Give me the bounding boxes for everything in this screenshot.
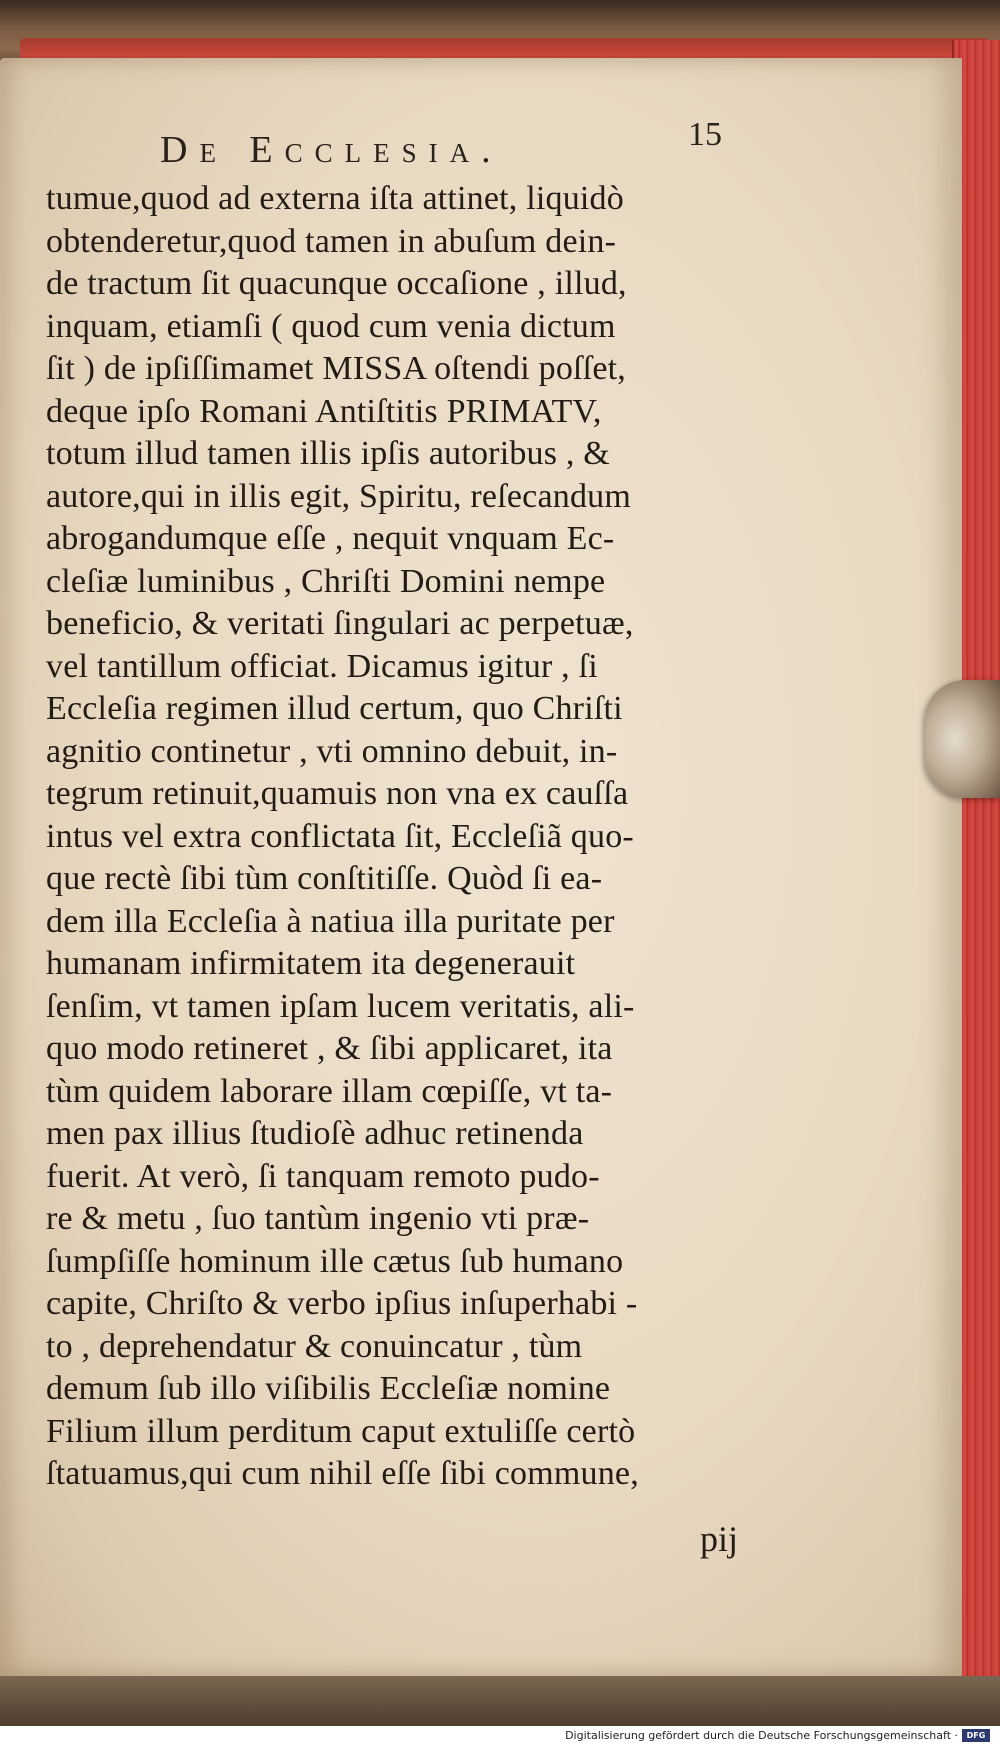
text-line: autore,qui in illis egit, Spiritu, reſecandum [46,477,631,515]
text-line: ſtatuamus,qui cum nihil eſſe ſibi commune, [46,1455,639,1492]
signature-mark: pij [700,1519,739,1559]
text-line: intus vel extra conflictata ſit, Eccleſiã quo- [46,817,634,855]
text-line: Eccleſia regimen illud certum, quo Chriſti [46,690,623,727]
text-line: tùm quidem laborare illam cœpiſſe, vt ta- [46,1072,613,1110]
text-line: vel tantillum officiat. Dicamus igitur , ſi [46,647,598,685]
text-line: capite, Chriſto & verbo ipſius inſuperhabi - [46,1285,638,1322]
page-text-block [46,178,746,1496]
text-line: beneficio, & veritati ſingulari ac perpetuæ, [46,605,634,642]
book-bottom-edge [0,1676,1000,1726]
text-line: to , deprehendatur & conuincatur , tùm [46,1327,583,1365]
dfg-logo-icon: DFG [962,1729,990,1742]
text-line: de tractum ſit quacunque occaſione , illud, [46,265,627,302]
running-head: De Ecclesia. [160,129,503,171]
text-line: abrogandumque eſſe , nequit vnquam Ec- [46,520,615,557]
text-line: humanam infirmitatem ita degenerauit [46,945,576,982]
page-number: 15 [688,116,722,153]
text-line: Filium illum perditum caput extuliſſe certò [46,1412,636,1450]
text-line: que rectè ſibi tùm conſtitiſſe. Quòd ſi ea- [46,860,603,897]
text-line: deque ipſo Romani Antiſtitis PRIMATV, [46,392,602,430]
text-line: inquam, etiamſi ( quod cum venia dictum [46,307,616,345]
text-line: men pax illius ſtudioſè adhuc retinenda [46,1115,584,1152]
text-line: quo modo retineret , & ſibi applicaret, ita [46,1030,613,1067]
book-clasp-icon [925,680,1000,798]
text-line: ſit ) de ipſiſſimamet MISSA oſtendi poſſet, [46,350,626,387]
text-line: ſenſim, vt tamen ipſam lucem veritatis, ali- [46,987,635,1025]
footer-credit: Digitalisierung gefördert durch die Deutsche Forschungsgemeinschaft · [565,1729,958,1742]
text-line: dem illa Eccleſia à natiua illa puritate per [46,902,615,940]
text-line: totum illud tamen illis ipſis autoribus , & [46,435,610,472]
text-line: ſumpſiſſe hominum ille cætus ſub humano [46,1242,624,1280]
text-line: demum ſub illo viſibilis Eccleſiæ nomine [46,1370,611,1407]
text-line: agnitio continetur , vti omnino debuit, in- [46,732,618,770]
text-line: cleſiæ luminibus , Chriſti Domini nempe [46,562,606,600]
text-line: fuerit. At verò, ſi tanquam remoto pudo- [46,1157,600,1195]
text-line: tumue,quod ad externa iſta attinet, liquidò [46,180,624,217]
text-line: tegrum retinuit,quamuis non vna ex cauſſa [46,775,629,812]
text-line: obtenderetur,quod tamen in abuſum dein- [46,222,617,260]
text-line: re & metu , ſuo tantùm ingenio vti præ- [46,1200,590,1237]
